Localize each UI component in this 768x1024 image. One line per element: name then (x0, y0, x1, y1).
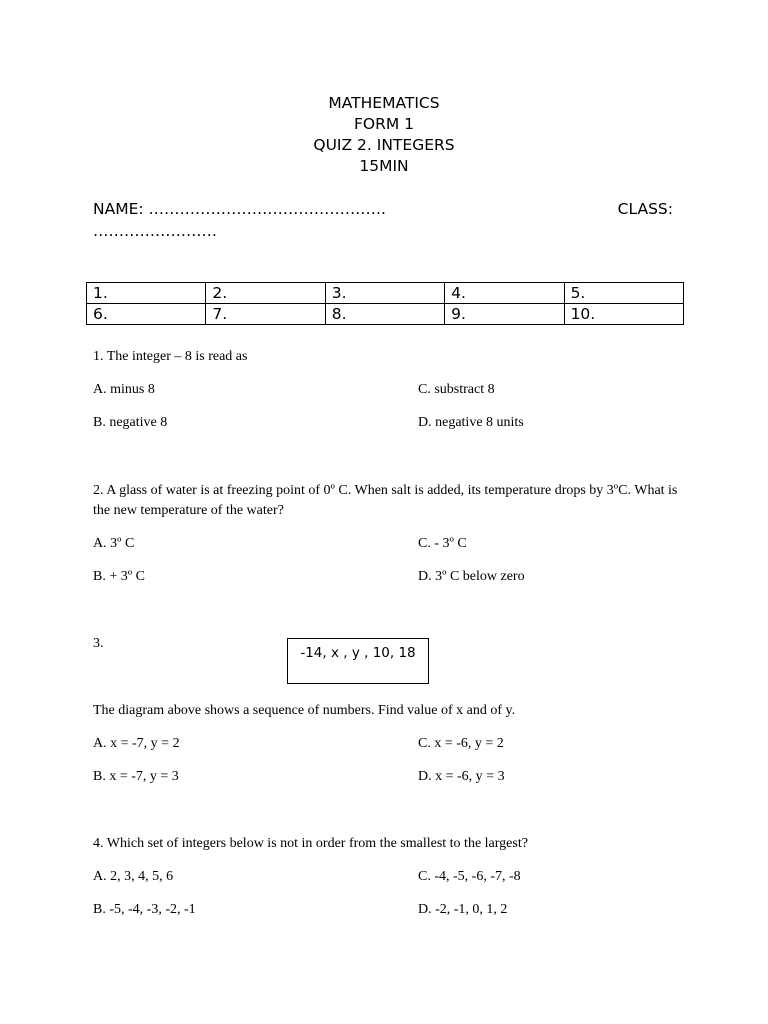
question-1-option-a[interactable]: A. minus 8 (93, 382, 155, 397)
class-label: CLASS: (617, 200, 673, 218)
answer-cell[interactable]: 7. (206, 304, 325, 325)
answer-cell[interactable]: 4. (445, 283, 564, 304)
name-field[interactable]: NAME: ………………………………………. (93, 200, 386, 218)
answer-cell[interactable]: 10. (564, 304, 683, 325)
question-4-option-c[interactable]: C. -4, -5, -6, -7, -8 (418, 869, 521, 884)
question-1-option-b[interactable]: B. negative 8 (93, 415, 168, 430)
question-3-option-a[interactable]: A. x = -7, y = 2 (93, 736, 180, 751)
question-1-text: 1. The integer – 8 is read as (93, 349, 248, 364)
duration-label: 15MIN (359, 157, 409, 175)
class-field[interactable]: …………………… (93, 222, 217, 240)
sequence-box: -14, x , y , 10, 18 (287, 638, 429, 684)
answer-cell[interactable]: 2. (206, 283, 325, 304)
answer-cell[interactable]: 6. (87, 304, 206, 325)
answer-grid (86, 282, 684, 325)
question-3-text: The diagram above shows a sequence of numbers. Find value of x and of y. (93, 703, 516, 718)
form-label: FORM 1 (353, 115, 415, 133)
question-3-option-c[interactable]: C. x = -6, y = 2 (418, 736, 504, 751)
answer-cell[interactable]: 5. (564, 283, 683, 304)
question-2-option-a[interactable]: A. 3º C (93, 536, 135, 551)
question-3-option-b[interactable]: B. x = -7, y = 3 (93, 769, 179, 784)
question-4-option-a[interactable]: A. 2, 3, 4, 5, 6 (93, 869, 174, 884)
subject-title: MATHEMATICS (328, 94, 440, 112)
quiz-header (0, 93, 768, 177)
answer-cell[interactable]: 9. (445, 304, 564, 325)
question-4-option-b[interactable]: B. -5, -4, -3, -2, -1 (93, 902, 196, 917)
answer-cell[interactable]: 3. (325, 283, 444, 304)
question-2-text: 2. A glass of water is at freezing point of 0º C. When salt is added, its temperature drops by 3ºC. What is the new temperature of the water? (93, 483, 678, 518)
question-3-option-d[interactable]: D. x = -6, y = 3 (418, 769, 505, 784)
answer-row (87, 304, 684, 325)
quiz-title: QUIZ 2. INTEGERS (313, 136, 455, 154)
answer-cell[interactable]: 1. (87, 283, 206, 304)
student-info (93, 198, 673, 240)
question-2-option-d[interactable]: D. 3º C below zero (418, 569, 525, 584)
question-2-option-c[interactable]: C. - 3º C (418, 536, 467, 551)
question-2-option-b[interactable]: B. + 3º C (93, 569, 145, 584)
question-1-option-d[interactable]: D. negative 8 units (418, 415, 524, 430)
question-4-option-d[interactable]: D. -2, -1, 0, 1, 2 (418, 902, 508, 917)
answer-cell[interactable]: 8. (325, 304, 444, 325)
answer-row (87, 283, 684, 304)
question-4-text: 4. Which set of integers below is not in order from the smallest to the largest? (93, 836, 528, 851)
question-1-option-c[interactable]: C. substract 8 (418, 382, 495, 397)
question-3-number: 3. (93, 636, 104, 651)
